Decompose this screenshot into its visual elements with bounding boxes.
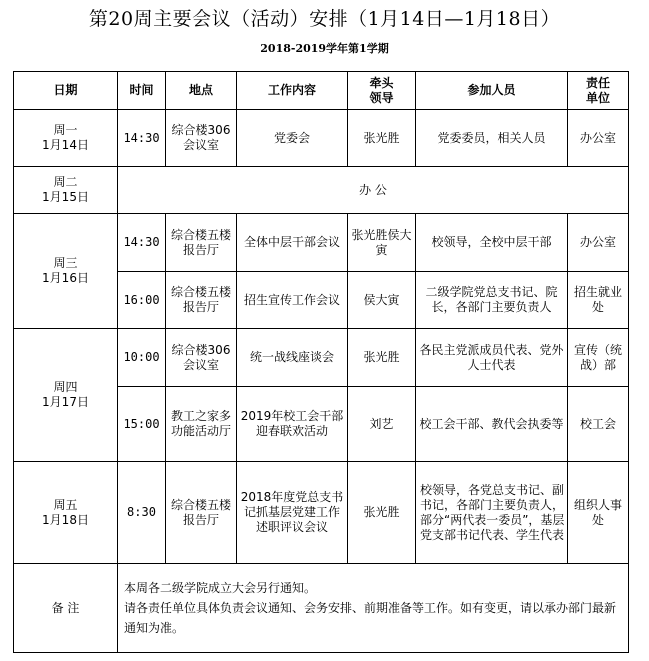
attendees-cell: 党委委员，相关人员 bbox=[416, 110, 568, 167]
location-cell: 综合楼306会议室 bbox=[166, 329, 237, 387]
leader-cell: 张光胜 bbox=[348, 329, 416, 387]
content-cell: 2018年度党总支书记抓基层党建工作述职评议会议 bbox=[237, 462, 348, 564]
unit-cell: 招生就业处 bbox=[568, 272, 629, 329]
location-cell: 综合楼306会议室 bbox=[166, 110, 237, 167]
unit-cell: 宣传（统战）部 bbox=[568, 329, 629, 387]
time-cell: 8:30 bbox=[118, 462, 166, 564]
header-attendees: 参加人员 bbox=[416, 72, 568, 110]
schedule-table bbox=[13, 71, 629, 653]
attendees-cell: 二级学院党总支书记、院长，各部门主要负责人 bbox=[416, 272, 568, 329]
attendees-cell: 各民主党派成员代表、党外人士代表 bbox=[416, 329, 568, 387]
content-cell: 2019年校工会干部迎春联欢活动 bbox=[237, 387, 348, 462]
header-date: 日期 bbox=[14, 72, 118, 110]
content-cell: 招生宣传工作会议 bbox=[237, 272, 348, 329]
leader-cell: 刘艺 bbox=[348, 387, 416, 462]
notes-line-1: 本周各二级学院成立大会另行通知。 bbox=[124, 581, 317, 595]
notes-row bbox=[14, 564, 629, 653]
table-row bbox=[14, 167, 629, 214]
notes-cell bbox=[118, 564, 629, 653]
table-row bbox=[14, 462, 629, 564]
page-subtitle: 2018-2019学年第1学期 bbox=[260, 42, 389, 55]
table-row bbox=[14, 329, 629, 387]
content-cell: 党委会 bbox=[237, 110, 348, 167]
page-title: 第20周主要会议（活动）安排（1月14日—1月18日） bbox=[88, 8, 561, 30]
notes-label: 备 注 bbox=[14, 564, 118, 653]
location-cell: 综合楼五楼报告厅 bbox=[166, 272, 237, 329]
time-cell: 16:00 bbox=[118, 272, 166, 329]
attendees-cell: 校领导，各党总支书记、副书记，各部门主要负责人，部分“两代表一委员”，基层党支部书记代表、学生代表 bbox=[416, 462, 568, 564]
day-cell-thu: 周四 1月17日 bbox=[14, 329, 118, 462]
location-cell: 教工之家多功能活动厅 bbox=[166, 387, 237, 462]
unit-cell: 组织人事处 bbox=[568, 462, 629, 564]
office-note-cell: 办 公 bbox=[118, 167, 629, 214]
attendees-cell: 校领导，全校中层干部 bbox=[416, 214, 568, 272]
time-cell: 10:00 bbox=[118, 329, 166, 387]
header-content: 工作内容 bbox=[237, 72, 348, 110]
content-cell: 统一战线座谈会 bbox=[237, 329, 348, 387]
header-location: 地点 bbox=[166, 72, 237, 110]
day-cell-fri: 周五 1月18日 bbox=[14, 462, 118, 564]
unit-cell: 办公室 bbox=[568, 214, 629, 272]
day-cell-wed: 周三 1月16日 bbox=[14, 214, 118, 329]
leader-cell: 张光胜侯大寅 bbox=[348, 214, 416, 272]
header-leader: 牵头 领导 bbox=[348, 72, 416, 110]
header-row bbox=[14, 72, 629, 110]
time-cell: 15:00 bbox=[118, 387, 166, 462]
table-row bbox=[14, 110, 629, 167]
unit-cell: 校工会 bbox=[568, 387, 629, 462]
table-row bbox=[14, 214, 629, 272]
location-cell: 综合楼五楼报告厅 bbox=[166, 462, 237, 564]
location-cell: 综合楼五楼报告厅 bbox=[166, 214, 237, 272]
day-cell-tue: 周二 1月15日 bbox=[14, 167, 118, 214]
header-time: 时间 bbox=[118, 72, 166, 110]
day-cell-mon: 周一 1月14日 bbox=[14, 110, 118, 167]
leader-cell: 张光胜 bbox=[348, 462, 416, 564]
leader-cell: 侯大寅 bbox=[348, 272, 416, 329]
attendees-cell: 校工会干部、教代会执委等 bbox=[416, 387, 568, 462]
time-cell: 14:30 bbox=[118, 214, 166, 272]
time-cell: 14:30 bbox=[118, 110, 166, 167]
unit-cell: 办公室 bbox=[568, 110, 629, 167]
content-cell: 全体中层干部会议 bbox=[237, 214, 348, 272]
leader-cell: 张光胜 bbox=[348, 110, 416, 167]
header-unit: 责任 单位 bbox=[568, 72, 629, 110]
notes-line-2: 请各责任单位具体负责会议通知、会务安排、前期准备等工作。如有变更，请以承办部门最新通知为准。 bbox=[124, 601, 617, 635]
